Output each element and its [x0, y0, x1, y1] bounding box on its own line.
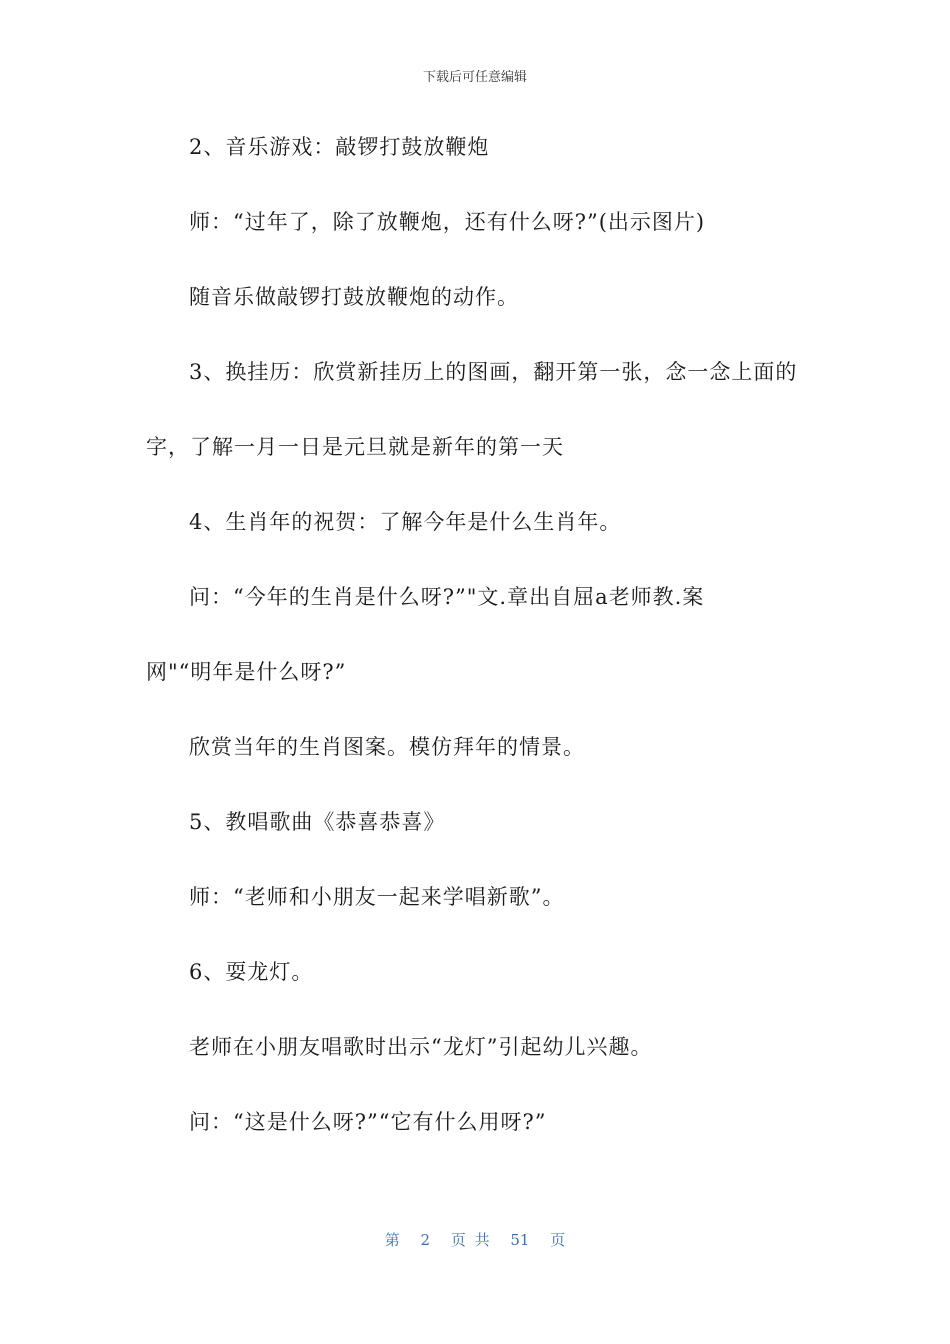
text-line-13: 老师在小朋友唱歌时出示“龙灯”引起幼儿兴趣。 — [189, 1035, 653, 1059]
text-line-2: 师：“过年了，除了放鞭炮，还有什么呀?”(出示图片) — [189, 210, 706, 234]
text-line-8: 网"“明年是什么呀?” — [146, 660, 347, 684]
text-line-9: 欣赏当年的生肖图案。模仿拜年的情景。 — [189, 735, 585, 759]
footer-total-pages: 51 — [510, 1231, 530, 1249]
text-line-6: 4、生肖年的祝贺：了解今年是什么生肖年。 — [189, 510, 622, 534]
text-line-5: 字，了解一月一日是元旦就是新年的第一天 — [146, 435, 564, 459]
text-line-11: 师：“老师和小朋友一起来学唱新歌”。 — [189, 885, 565, 909]
footer-middle: 页 共 — [450, 1231, 490, 1249]
text-line-3: 随音乐做敲锣打鼓放鞭炮的动作。 — [189, 285, 519, 309]
page-header: 下载后可任意编辑 — [422, 70, 527, 85]
text-line-4: 3、换挂历：欣赏新挂历上的图画，翻开第一张，念一念上面的 — [189, 360, 798, 384]
footer-page-number: 2 — [420, 1231, 431, 1249]
footer-prefix: 第 — [384, 1231, 400, 1249]
page-footer — [0, 1229, 950, 1250]
text-line-7: 问：“今年的生肖是什么呀?”"文.章出自屈a老师教.案 — [189, 585, 705, 609]
footer-suffix: 页 — [550, 1231, 566, 1249]
text-line-10: 5、教唱歌曲《恭喜恭喜》 — [189, 810, 446, 834]
text-line-12: 6、耍龙灯。 — [189, 960, 314, 984]
text-line-14: 问：“这是什么呀?”“它有什么用呀?” — [189, 1110, 547, 1134]
text-line-1: 2、音乐游戏：敲锣打鼓放鞭炮 — [189, 135, 490, 159]
